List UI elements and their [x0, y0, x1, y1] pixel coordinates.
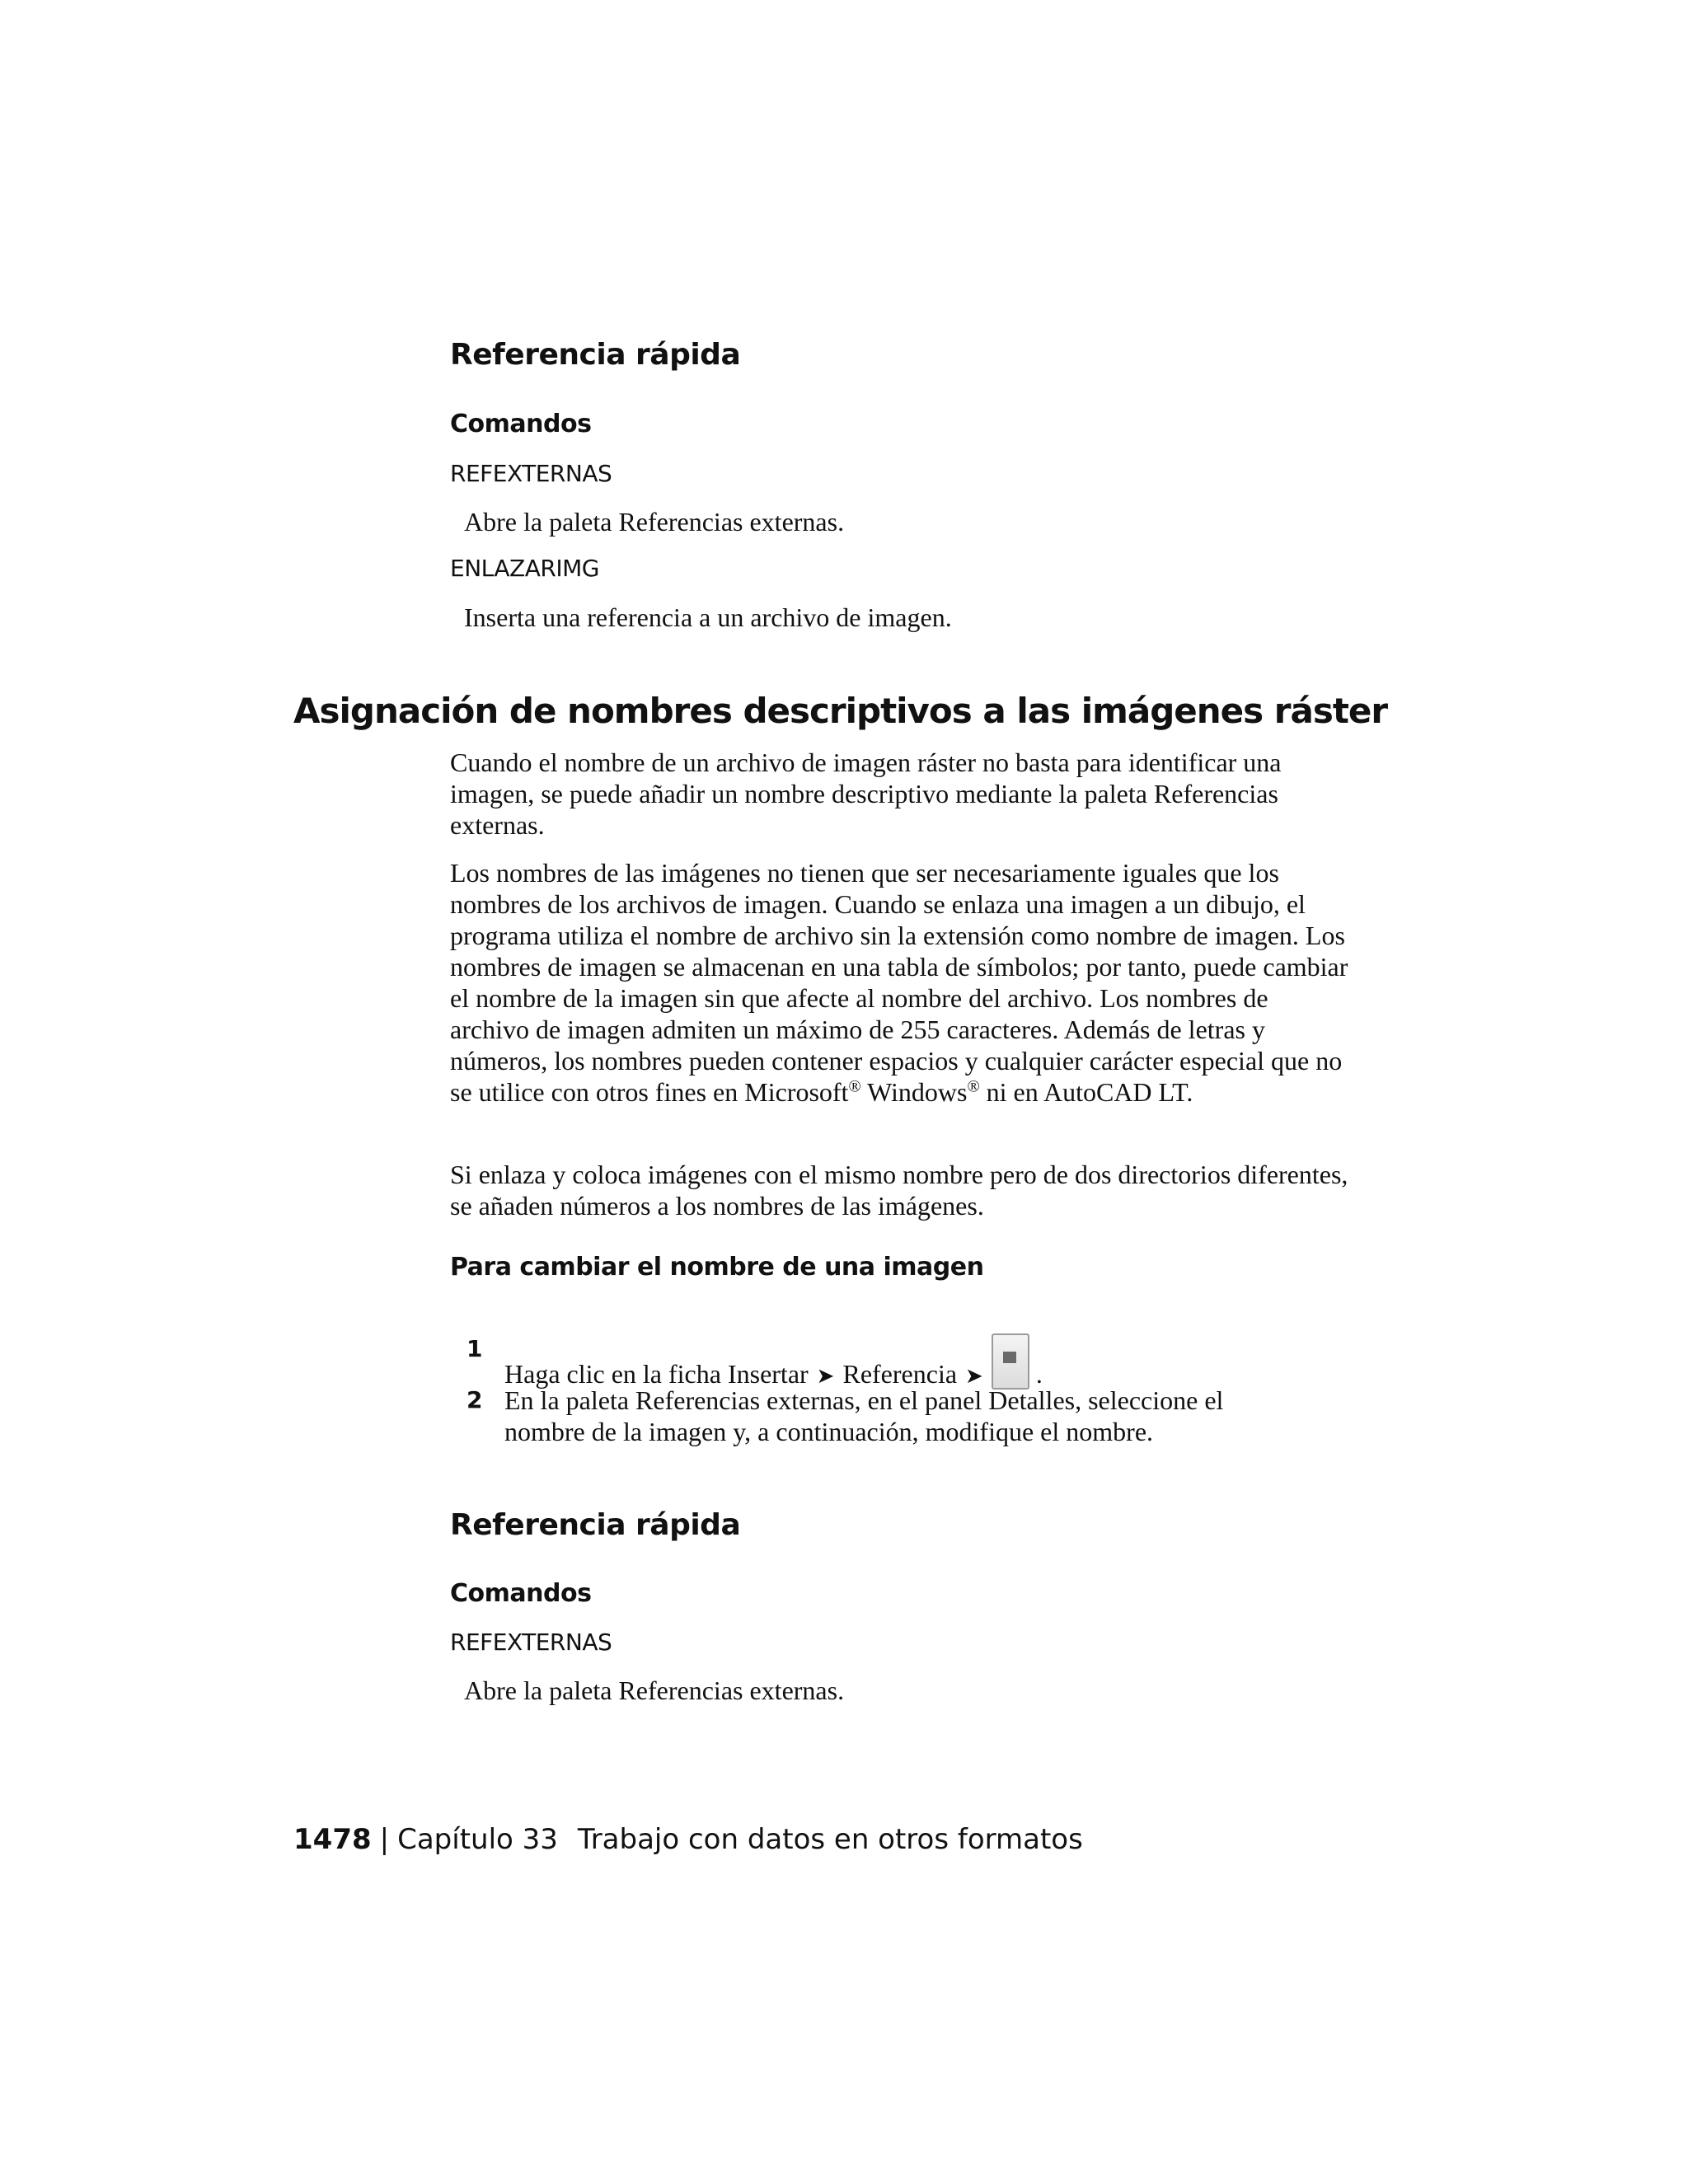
page-number: 1478	[293, 1823, 372, 1856]
command-description: Abre la paleta Referencias externas.	[464, 1675, 845, 1705]
command-name: REFEXTERNAS	[450, 460, 612, 487]
quick-reference-heading: Referencia rápida	[450, 1508, 741, 1542]
commands-label: Comandos	[450, 410, 592, 438]
step-1	[0, 1333, 1688, 1389]
step-text	[504, 1333, 1329, 1392]
paragraph-1: Cuando el nombre de un archivo de imagen ráster no basta para identificar una imagen, se puede añadir un nombre descriptivo mediante la paleta Referencias externas.	[450, 748, 1282, 840]
external-references-palette-icon[interactable]	[992, 1333, 1029, 1390]
section-title: Asignación de nombres descriptivos a las imágenes ráster	[293, 691, 1388, 731]
chapter-label: Capítulo 33	[397, 1823, 558, 1856]
registered-mark: ®	[967, 1077, 980, 1096]
chapter-title: Trabajo con datos en otros formatos	[577, 1823, 1083, 1856]
step-1-text-a: Haga clic en la ficha Insertar	[504, 1359, 809, 1389]
arrow-right-icon: ➤	[965, 1364, 983, 1388]
command-description: Abre la paleta Referencias externas.	[464, 507, 845, 537]
paragraph-2-text: Los nombres de las imágenes no tienen que ser necesariamente iguales que los nombres de los archivos de imagen. Cuando se enlaza una imagen a un dibujo, el programa utiliza el nombre de archivo sin la extensión como nombre de imagen. Los nombres de imagen se almacenan en una tabla de símbolos; por tanto, puede cambiar el nombre de la imagen sin que afecte al nombre del archivo. Los nombres de archivo de imagen admiten un máximo de 255 caracteres. Además de letras y números, los nombres pueden contener espacios y cualquier carácter especial que no se utilice con otros fines en Microsoft	[450, 858, 1348, 1107]
paragraph-2-end: ni en AutoCAD LT.	[979, 1077, 1193, 1107]
arrow-right-icon: ➤	[816, 1364, 835, 1388]
page-footer	[293, 1823, 1083, 1856]
command-name: REFEXTERNAS	[450, 1629, 612, 1656]
footer-separator: |	[379, 1823, 390, 1856]
step-text: En la paleta Referencias externas, en el panel Detalles, seleccione el nombre de la imagen y, a continuación, modifique el nombre.	[504, 1385, 1224, 1446]
registered-mark: ®	[848, 1077, 861, 1096]
paragraph-3: Si enlaza y coloca imágenes con el mismo nombre pero de dos directorios diferentes, se añaden números a los nombres de las imágenes.	[450, 1160, 1348, 1221]
command-description: Inserta una referencia a un archivo de imagen.	[464, 602, 952, 632]
quick-reference-heading: Referencia rápida	[450, 338, 741, 372]
paragraph-2	[450, 857, 1348, 1108]
step-1-text-b: Referencia	[842, 1359, 958, 1389]
commands-label: Comandos	[450, 1579, 592, 1608]
step-1-end: .	[1035, 1359, 1043, 1389]
step-number: 1	[467, 1335, 483, 1362]
command-name: ENLAZARIMG	[450, 555, 599, 582]
step-2	[0, 1385, 1688, 1451]
step-number: 2	[467, 1386, 483, 1413]
windows-text: Windows	[867, 1077, 968, 1107]
procedure-title: Para cambiar el nombre de una imagen	[450, 1253, 984, 1282]
